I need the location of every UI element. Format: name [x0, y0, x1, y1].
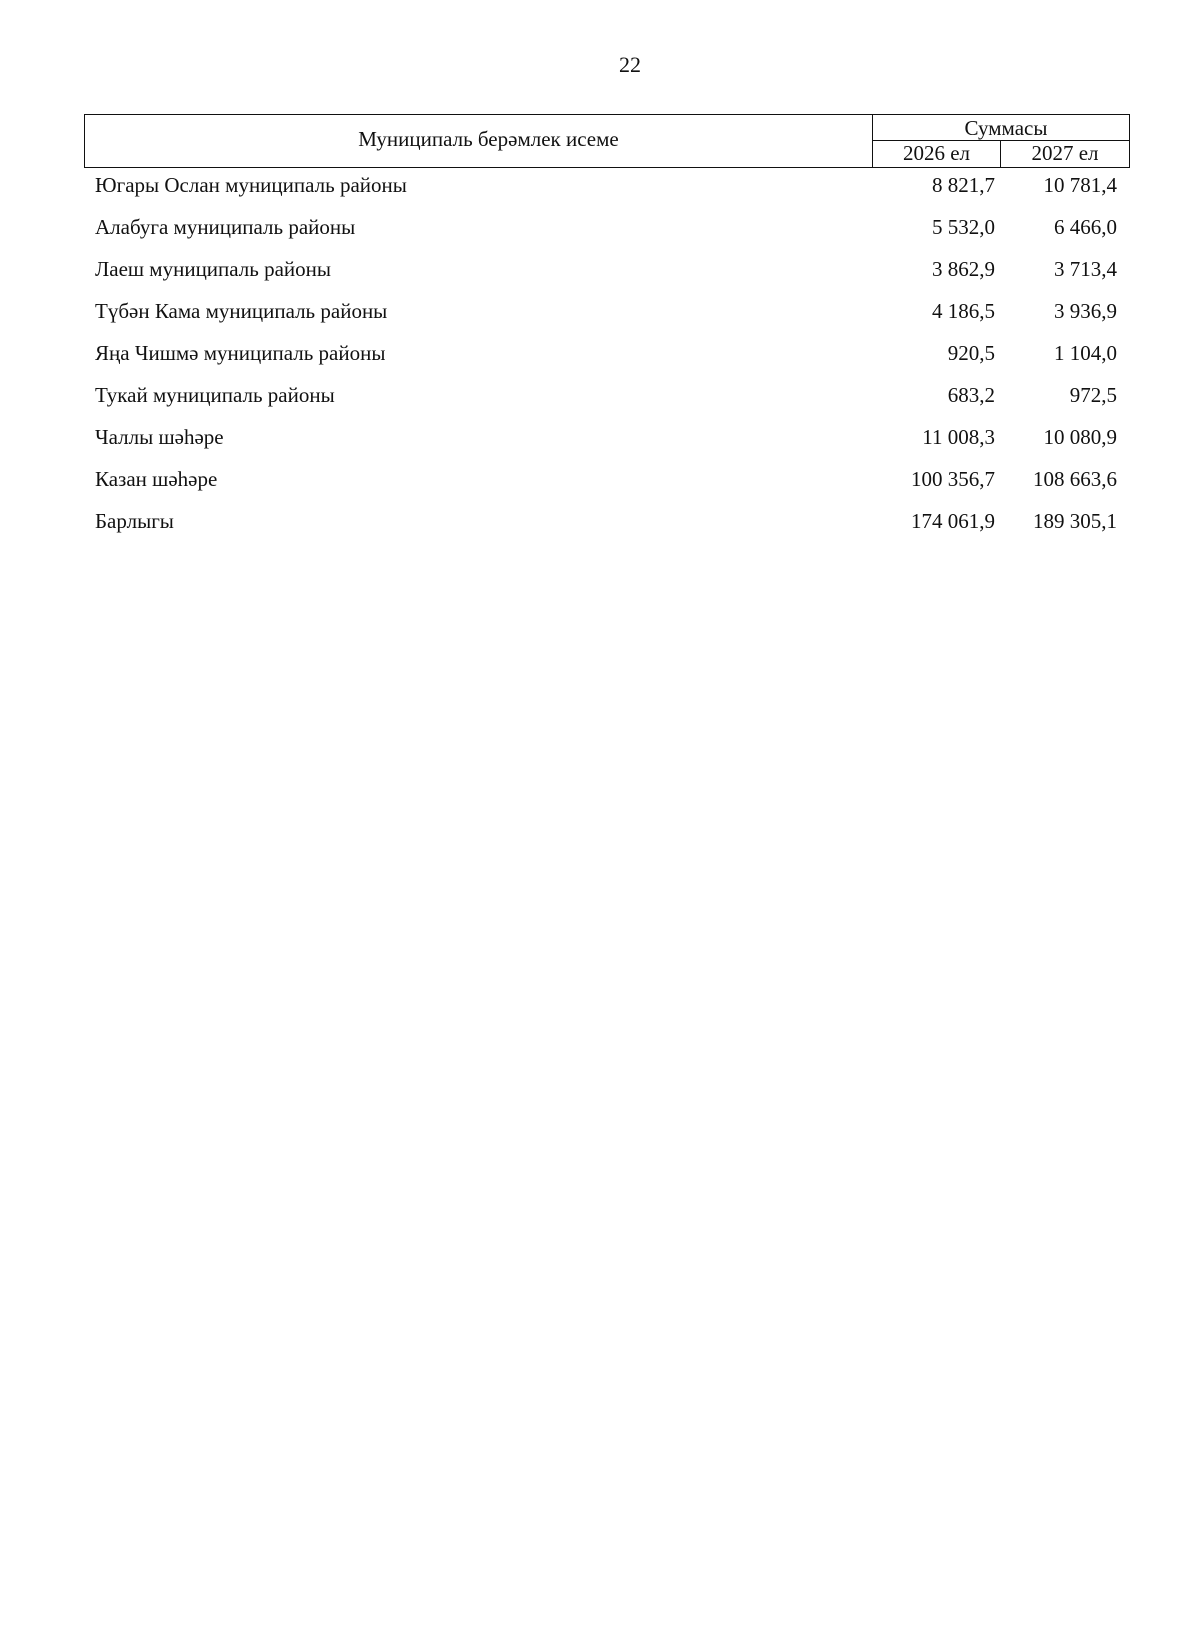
amount-2027: 972,5	[1069, 383, 1117, 407]
amount-2026: 920,5	[947, 341, 995, 365]
amount-2026: 100 356,7	[911, 467, 995, 491]
table-row	[84, 256, 1130, 298]
municipality-name: Казан шәһәре	[95, 467, 218, 491]
table-row	[84, 382, 1130, 424]
table-row	[84, 214, 1130, 256]
table-body	[84, 172, 1130, 550]
table-row	[84, 172, 1130, 214]
table-row	[84, 340, 1130, 382]
column-header-name: Муниципаль берәмлек исеме	[85, 115, 873, 167]
amount-2027: 6 466,0	[1054, 215, 1117, 239]
amount-2026: 683,2	[947, 383, 995, 407]
municipality-name: Чаллы шәһәре	[95, 425, 224, 449]
municipality-name: Лаеш муниципаль районы	[95, 257, 332, 281]
municipality-name: Тукай муниципаль районы	[95, 383, 335, 407]
total-2027: 189 305,1	[1033, 509, 1117, 533]
amount-2027: 10 781,4	[1043, 173, 1117, 197]
column-header-2026: 2026 ел	[873, 141, 1001, 167]
total-2026: 174 061,9	[911, 509, 995, 533]
amount-2027: 10 080,9	[1043, 425, 1117, 449]
amount-2027: 1 104,0	[1054, 341, 1117, 365]
table-row	[84, 466, 1130, 508]
total-label: Барлыгы	[95, 509, 174, 533]
amount-2027: 3 713,4	[1054, 257, 1117, 281]
amount-2026: 4 186,5	[932, 299, 995, 323]
table-header	[84, 114, 1130, 168]
municipality-name: Алабуга муниципаль районы	[95, 215, 356, 239]
column-header-sum: Суммасы	[873, 115, 1129, 141]
amount-2027: 108 663,6	[1033, 467, 1117, 491]
amount-2026: 11 008,3	[922, 425, 995, 449]
table-row	[84, 424, 1130, 466]
amount-2026: 3 862,9	[932, 257, 995, 281]
amount-2026: 5 532,0	[932, 215, 995, 239]
page-number: 22	[619, 52, 641, 77]
amount-2027: 3 936,9	[1054, 299, 1117, 323]
municipality-name: Яңа Чишмә муниципаль районы	[95, 341, 386, 365]
municipality-name: Югары Ослан муниципаль районы	[95, 173, 407, 197]
amount-2026: 8 821,7	[932, 173, 995, 197]
municipality-name: Түбән Кама муниципаль районы	[95, 299, 388, 323]
table-row	[84, 298, 1130, 340]
table-row-total	[84, 508, 1130, 550]
column-header-2027: 2027 ел	[1031, 141, 1099, 165]
